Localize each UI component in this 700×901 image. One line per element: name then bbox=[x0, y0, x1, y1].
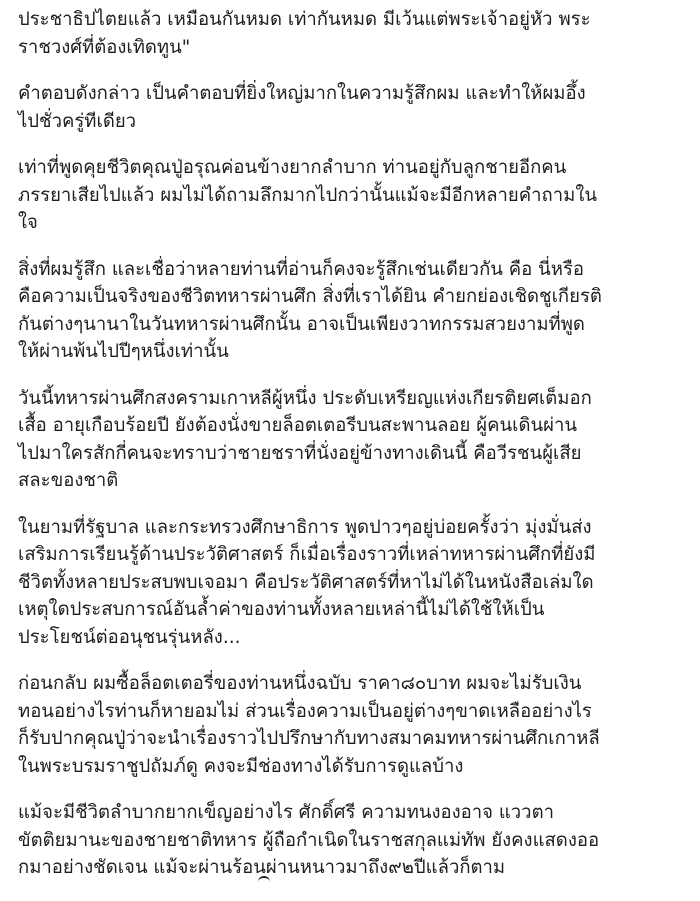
text-line: เท่าที่พูดคุยชีวิตคุณปู่อรุณค่อนข้างยากลำบาก ท่านอยู่กับลูกชายอีกคน bbox=[18, 157, 567, 178]
text-line: ขัตติยมานะของชายชาติทหาร ผู้ถือกำเนิดในราชสกุลแม่ทัพ ยังคงแสดงออ bbox=[18, 829, 600, 851]
text-line: ให้ผ่านพ้นไปปีๆหนึ่งเท่านั้น bbox=[18, 341, 229, 362]
text-line: ใจ bbox=[18, 212, 38, 233]
text-line: ก่อนกลับ ผมซื้อล็อตเตอรี่ของท่านหนึ่งฉบับ ราคา๘๐บาท ผมจะไม่รับเงิน bbox=[18, 673, 582, 694]
text-line: ราชวงศ์ที่ต้องเทิดทูน" bbox=[18, 36, 191, 58]
post-body bbox=[18, 0, 690, 901]
text-line: ประชาธิปไตยแล้ว เหมือนกันหมด เท่ากันหมด มีเว้นแต่พระเจ้าอยู่หัว พระ bbox=[18, 9, 591, 30]
text-line: คำตอบดังกล่าว เป็นคำตอบที่ยิ่งใหญ่มากในความรู้สึกผม และทำให้ผมอึ้ง bbox=[18, 83, 586, 104]
text-line: ทอนอย่างไรท่านก็หายอมไม่ ส่วนเรื่องความเป็นอยู่ต่างๆขาดเหลืออย่างไร bbox=[18, 700, 592, 722]
text-line: ประโยชน์ต่ออนุชนรุ่นหลัง... bbox=[18, 626, 241, 648]
paragraph-6 bbox=[18, 514, 690, 652]
text-line: เสริมการเรียนรู้ด้านประวัติศาสตร์ ก็เมื่อเรื่องราวที่เหล่าทหารผ่านศึกที่ยังมี bbox=[18, 544, 596, 565]
paragraph-3 bbox=[18, 154, 690, 237]
text-line: สิ่งที่ผมรู้สึก และเชื่อว่าหลายท่านที่อ่านก็คงจะรู้สึกเช่นเดียวกัน คือ นี่หรือ bbox=[18, 258, 585, 280]
text-line: เสื้อ อายุเกือบร้อยปี ยังต้องนั่งขายล็อตเตอรีบนสะพานลอย ผู้คนเดินผ่าน bbox=[18, 415, 578, 436]
text-line: ชีวิตทั้งหลายประสบพบเจอมา คือประวัติศาสตร์ที่หาไม่ได้ในหนังสือเล่มใด bbox=[18, 571, 594, 593]
text-line: ในพระบรมราชูปถัมภ์ดู คงจะมีช่องทางได้รับการดูแลบ้าง bbox=[18, 755, 464, 777]
text-line: ในยามที่รัฐบาล และกระทรวงศึกษาธิการ พูดปาวๆอยู่บ่อยครั้งว่า มุ่งมั่นส่ง bbox=[18, 516, 592, 538]
cut-off-next-line bbox=[0, 868, 700, 883]
text-line: ก็รับปากคุณปู่ว่าจะนำเรื่องราวไปปรึกษากับทางสมาคมทหารผ่านศึกเกาหลี bbox=[18, 728, 600, 749]
paragraph-4 bbox=[18, 256, 690, 366]
text-line: สละของชาติ bbox=[18, 470, 119, 491]
text-line: กันต่างๆนานาในวันทหารผ่านศึกนั้น อาจเป็นเพียงวาทกรรมสวยงามที่พูด bbox=[18, 313, 585, 335]
text-line: ไปชั่วครู่ทีเดียว bbox=[18, 110, 137, 132]
text-line: ไปมาใครสักกี่คนจะทราบว่าชายชราที่นั่งอยู่ข้างทางเดินนี้ คือวีรชนผู้เสีย bbox=[18, 442, 582, 464]
text-line: แม้จะมีชีวิตลำบากยากเข็ญอย่างไร ศักดิ์ศรี ความทนงองอาจ แววตา bbox=[18, 802, 554, 823]
text-line: คือความเป็นจริงของชีวิตทหารผ่านศึก สิ่งที่เราได้ยิน คำยกย่องเชิดชูเกียรติ bbox=[18, 286, 602, 307]
paragraph-2 bbox=[18, 80, 690, 135]
partial-glyph bbox=[258, 876, 270, 882]
text-line: เหตุใดประสบการณ์อันล้ำค่าของท่านทั้งหลายเหล่านี้ไม่ได้ใช้ให้เป็น bbox=[18, 599, 545, 620]
paragraph-7 bbox=[18, 670, 690, 780]
text-line: กมาอย่างชัดเจน แม้จะผ่านร้อนผ่านหนาวมาถึง๙๒ปีแล้วก็ตาม bbox=[18, 857, 506, 878]
text-line: วันนี้ทหารผ่านศึกสงครามเกาหลีผู้หนึ่ง ประดับเหรียญแห่งเกียรติยศเต็มอก bbox=[18, 387, 592, 409]
text-line: ภรรยาเสียไปแล้ว ผมไม่ได้ถามลึกมากไปกว่านั้นแม้จะมีอีกหลายคำถามใน bbox=[18, 184, 597, 206]
paragraph-1 bbox=[18, 6, 690, 61]
paragraph-5 bbox=[18, 385, 690, 495]
